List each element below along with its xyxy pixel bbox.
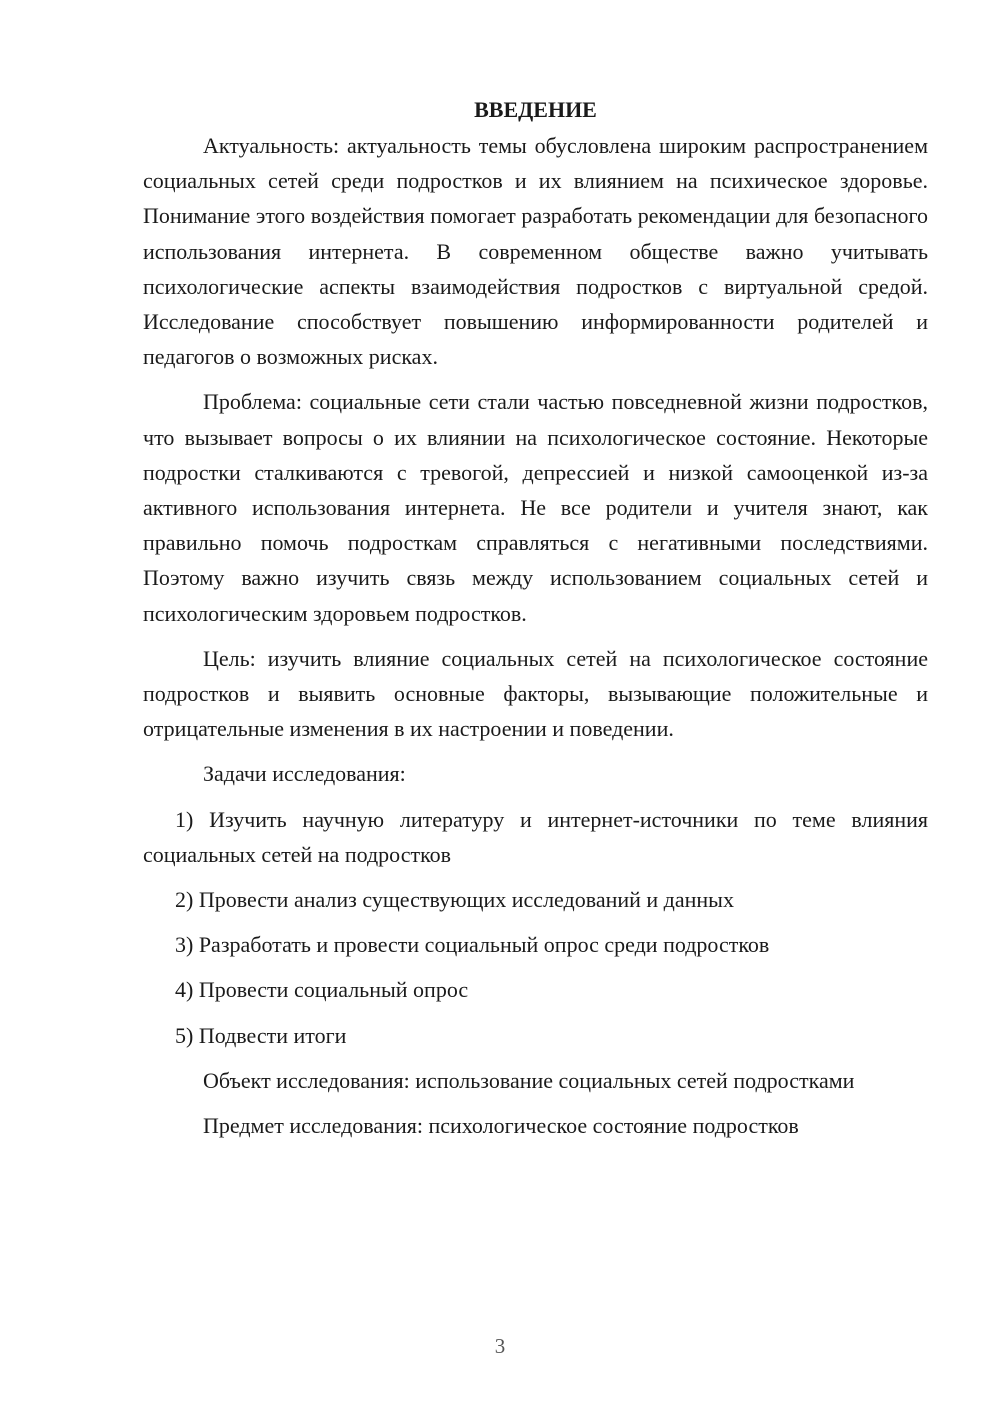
- list-item: 1) Изучить научную литературу и интернет-источники по теме влияния социальных сетей на подростков: [143, 806, 928, 867]
- list-item: 4) Провести социальный опрос: [175, 977, 469, 1003]
- page-number: 3: [494, 1334, 506, 1358]
- section-title: ВВЕДЕНИЕ: [474, 97, 597, 122]
- document-page: [143, 94, 928, 1153]
- relevance-paragraph: Актуальность: актуальность темы обусловлена широким распространением социальных сетей среди подростков и их влиянием на психическое здоровье. Понимание этого воздействия помогает разработать рекомендации для безопасного использования интернета. В современном обществе важно учитывать психологические аспекты взаимодействия подростков с виртуальной средой. Исследование способствует повышению информированности родителей и педагогов о возможных рисках.: [143, 133, 928, 370]
- tasks-list: [143, 802, 928, 1053]
- list-item: 3) Разработать и провести социальный опрос среди подростков: [175, 932, 770, 958]
- list-item: 5) Подвести итоги: [175, 1022, 347, 1048]
- tasks-heading: Задачи исследования:: [203, 761, 406, 787]
- object-paragraph: Объект исследования: использование социальных сетей подростками: [203, 1067, 855, 1093]
- goal-paragraph: Цель: изучить влияние социальных сетей на психологическое состояние подростков и выявить основные факторы, вызывающие положительные и отрицательные изменения в их настроении и поведении.: [143, 645, 928, 742]
- problem-paragraph: Проблема: социальные сети стали частью повседневной жизни подростков, что вызывает вопросы о их влиянии на психологическое состояние. Некоторые подростки сталкиваются с тревогой, депрессией и низкой самооценкой из-за активного использования интернета. Не все родители и учителя знают, как правильно помочь подросткам справляться с негативными последствиями. Поэтому важно изучить связь между использованием социальных сетей и психологическим здоровьем подростков.: [143, 389, 928, 626]
- list-item: 2) Провести анализ существующих исследований и данных: [175, 887, 734, 913]
- subject-paragraph: Предмет исследования: психологическое состояние подростков: [203, 1113, 799, 1139]
